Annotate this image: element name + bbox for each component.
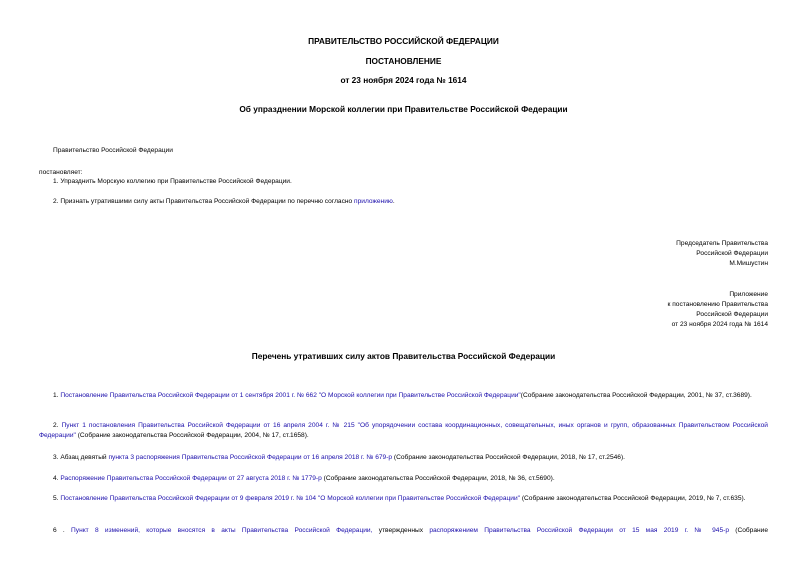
act-source: (Собрание законодательства Российской Федерации, 2018, № 36, ст.5690). bbox=[321, 475, 555, 482]
item-number: 1. bbox=[53, 392, 61, 399]
list-item bbox=[39, 474, 768, 484]
act-link-2[interactable]: распоряжением Правительства Российской Федерации от 15 мая 2019 г. № 945-р bbox=[429, 527, 729, 534]
item-2-end: . bbox=[392, 198, 395, 205]
act-link[interactable]: Распоряжение Правительства Российской Федерации от 27 августа 2018 г. № 1779-р bbox=[60, 475, 322, 482]
appendix-link[interactable]: приложению bbox=[354, 198, 393, 205]
item-2 bbox=[53, 197, 395, 207]
act-link[interactable]: Пункт 1 постановления Правительства Российской Федерации от 16 апреля 2004 г. № 215 "Об упорядочении состава координационных, совещательных, иных органов и групп, образованных Правительством Российской Федерации" bbox=[39, 422, 768, 439]
act-source: (Собрание bbox=[729, 527, 768, 534]
appendix-ref-line-2: к постановлению Правительства bbox=[667, 301, 768, 308]
act-source: (Собрание законодательства Российской Федерации, 2018, № 17, ст.2546). bbox=[392, 454, 625, 461]
doc-date-number: от 23 ноября 2024 года № 1614 bbox=[340, 75, 467, 85]
appendix-ref-line-3: Российской Федерации bbox=[696, 311, 768, 318]
item-number: 4. bbox=[53, 475, 61, 482]
act-link[interactable]: Постановление Правительства Российской Федерации от 9 февраля 2019 г. № 104 "О Морской коллегии при Правительстве Российской Федерации" bbox=[60, 495, 520, 502]
act-link[interactable]: Постановление Правительства Российской Федерации от 1 сентября 2001 г. № 662 "О Морской коллегии при Правительстве Российской Федерации" bbox=[60, 392, 521, 399]
act-source: (Собрание законодательства Российской Федерации, 2019, № 7, ст.635). bbox=[520, 495, 746, 502]
list-item bbox=[39, 494, 768, 504]
item-number: 6 . bbox=[53, 527, 72, 534]
doc-type-heading: ПОСТАНОВЛЕНИЕ bbox=[365, 56, 442, 66]
appendix-ref-line-4: от 23 ноября 2024 года № 1614 bbox=[671, 321, 768, 328]
item-2-text: 2. Признать утратившими силу акты Правительства Российской Федерации по перечню согласно bbox=[53, 198, 355, 205]
act-source: (Собрание законодательства Российской Федерации, 2004, № 17, ст.1658). bbox=[75, 432, 309, 439]
list-item bbox=[39, 391, 768, 401]
item-1: 1. Упразднить Морскую коллегию при Правительстве Российской Федерации. bbox=[53, 178, 292, 185]
item-number: 2. bbox=[53, 422, 62, 429]
decides-line: постановляет: bbox=[39, 169, 83, 176]
signature-name: М.Мишустин bbox=[729, 260, 768, 267]
org-heading: ПРАВИТЕЛЬСТВО РОССИЙСКОЙ ФЕДЕРАЦИИ bbox=[308, 36, 499, 46]
act-link[interactable]: пункта 3 распоряжения Правительства Российской Федерации от 16 апреля 2018 г. № 679-р bbox=[108, 454, 393, 461]
signature-line-1: Председатель Правительства bbox=[676, 240, 768, 247]
act-connector: утвержденных bbox=[372, 527, 430, 534]
doc-title: Об упразднении Морской коллегии при Правительстве Российской Федерации bbox=[239, 104, 568, 114]
list-item bbox=[39, 526, 768, 536]
list-title: Перечень утративших силу актов Правительства Российской Федерации bbox=[251, 351, 556, 361]
list-item bbox=[39, 421, 768, 441]
act-link[interactable]: Пункт 8 изменений, которые вносятся в акты Правительства Российской Федерации, bbox=[71, 527, 373, 534]
signature-line-2: Российской Федерации bbox=[696, 250, 768, 257]
subject-line: Правительство Российской Федерации bbox=[53, 147, 173, 154]
appendix-ref-line-1: Приложение bbox=[729, 291, 768, 298]
item-number: 3. Абзац девятый bbox=[53, 454, 109, 461]
item-number: 5. bbox=[53, 495, 61, 502]
list-item bbox=[39, 453, 768, 463]
act-source: (Собрание законодательства Российской Федерации, 2001, № 37, ст.3689). bbox=[520, 392, 752, 399]
